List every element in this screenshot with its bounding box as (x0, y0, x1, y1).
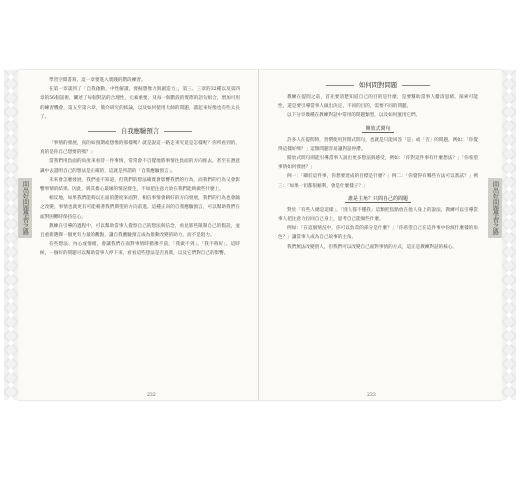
title-rule-right (402, 85, 430, 86)
page-gutter (258, 70, 259, 400)
decorative-border-right (502, 70, 516, 400)
body-paragraph: 許多人在提問時，習慣使用封閉式問句，也就是只能回答「是」或「否」的問題，例如：「你覺得這樣好嗎？」這類問題容易讓對話停滯。 (278, 137, 478, 152)
body-paragraph: 例如：「在這個情況中，你可以負責的部分是什麼？」「你希望自己在這件事中扮演什麼樣的角色？」讓當事人成為自己故事的主角。 (278, 226, 478, 241)
side-tab-left-label: 問出好問題 (21, 181, 29, 211)
body-paragraph: 以下分享幾種在教練對話中常用的問題類型，以及如何運用它們。 (287, 113, 421, 119)
title-rule-left (326, 85, 354, 86)
subsection-title-who-is-protagonist (278, 195, 478, 204)
left-page (40, 76, 240, 259)
subsection-title-open-questions (278, 125, 478, 134)
side-tab-right-label-2: 學習之路 (491, 211, 499, 235)
intro-paragraph-2: 在第一章談到了「自我啟動、中性解讀，發掘想像力與創造力」，第三、三章的32種以及第四章的56個話術，闡述了每個對話的合理性，元素重要，及每一個階段的實際的語句組合，增加可用的練習機會，第五至第六章，簡介研究的結論，以及如何使用大師的問題，讀起來好像也有些太長了。 (40, 87, 240, 120)
body-paragraph: 教練在提問之前，首先要清楚知道自己的目的是什麼，是要幫助當事人釐清思緒、探索可能性，還是要引導當事人做出決定。不同的目的，需要不同的問題。 (278, 95, 478, 110)
page-number-left: 232 (147, 393, 156, 398)
title-rule-right (164, 131, 192, 132)
body-paragraph: 未來會怎麼發展，我們並不知道，但我們的想法確實會影響我們的行為，而我們的行為又會影響事情的結果。因此，與其擔心最壞的情況發生，不如把注意力放在我們能夠做些什麼上。 (40, 177, 240, 193)
title-rule-left (88, 131, 116, 132)
section-title-ask-right (278, 80, 478, 90)
section-title-self-fulfilling (40, 126, 240, 136)
right-page (278, 76, 478, 252)
page-number-right: 233 (367, 393, 376, 398)
section-title-text: 如何問對問題 (358, 81, 398, 89)
decorative-border-left (4, 70, 18, 400)
body-paragraph: 對於「有些人總是這樣」、「別人都不懂我」這類把焦點放在他人身上的說法，教練可以引導當事人把注意力拉回自己身上，思考自己能做些什麼。 (278, 207, 478, 223)
body-paragraph: 當我們用負面的角度來看待一件事情，常常會不自覺地將事情往負面的方向推去，甚至在潛意識中去證明自己的想法是正確的，這就是所謂的「自我應驗預言」。 (40, 159, 240, 174)
side-tab-right (488, 178, 502, 238)
section-title-text: 自我應驗預言 (120, 127, 160, 136)
intro-paragraph-1: 學習空間書寫，這一章要進入實踐的階段練習。 (49, 78, 146, 83)
body-paragraph: 例一：「關於這件事，你想要達成的目標是什麼？」例二：「你覺得有哪些方法可以嘗試？」例三：「如果一切都很順利，會是什麼樣子？」 (278, 174, 478, 189)
side-tab-right-label: 問出好問題 (491, 181, 499, 211)
body-paragraph: 開放式問句則能引導當事人說出更多想法與感受，例如：「你對這件事有什麼想法？」「你希望事情如何發展？」 (278, 156, 478, 171)
subsection-title-text: 開放式問句 (362, 126, 393, 133)
body-paragraph: 我們無法改變別人，但我們可以改變自己面對事情的方式，這正是教練對話的核心。 (287, 244, 457, 250)
body-paragraph: 有些想法、內心或情緒，會讓我們在面對事情時猶豫不前，「我做不到」、「我不夠好」。這時候，一個好的問題可以幫助當事人停下來，看看這些想法是否真實，以及它們對自己的影響。 (40, 242, 240, 257)
body-paragraph: 「事情的發展，真的如預期或想像的那樣嗎？就是說這一路走來究竟是怎樣呢？你所看到的，真的是你自己想要的嗎？」 (40, 141, 240, 156)
body-paragraph: 教練在引導的過程中，可以幫助當事人覺察自己的想法與信念，看見那些限制自己的假設，並且重新選擇一個更有力量的觀點，讓自我應驗預言成為推動改變的助力，而不是阻力。 (40, 223, 240, 239)
subsection-title-text: 誰是主角？只問自己的問題 (345, 196, 411, 203)
body-paragraph: 相反地，如果我們能夠以正面的態度來面對，相信事情會朝好的方向發展，我們的行為也會隨之改變，事情也就更有可能朝著我們期望的方向前進。這種正向的自我應驗預言，可以幫助我們在面對困難時保持信心。 (40, 196, 240, 220)
side-tab-left-label-2: 學習之路 (21, 211, 29, 235)
side-tab-left (18, 178, 32, 238)
